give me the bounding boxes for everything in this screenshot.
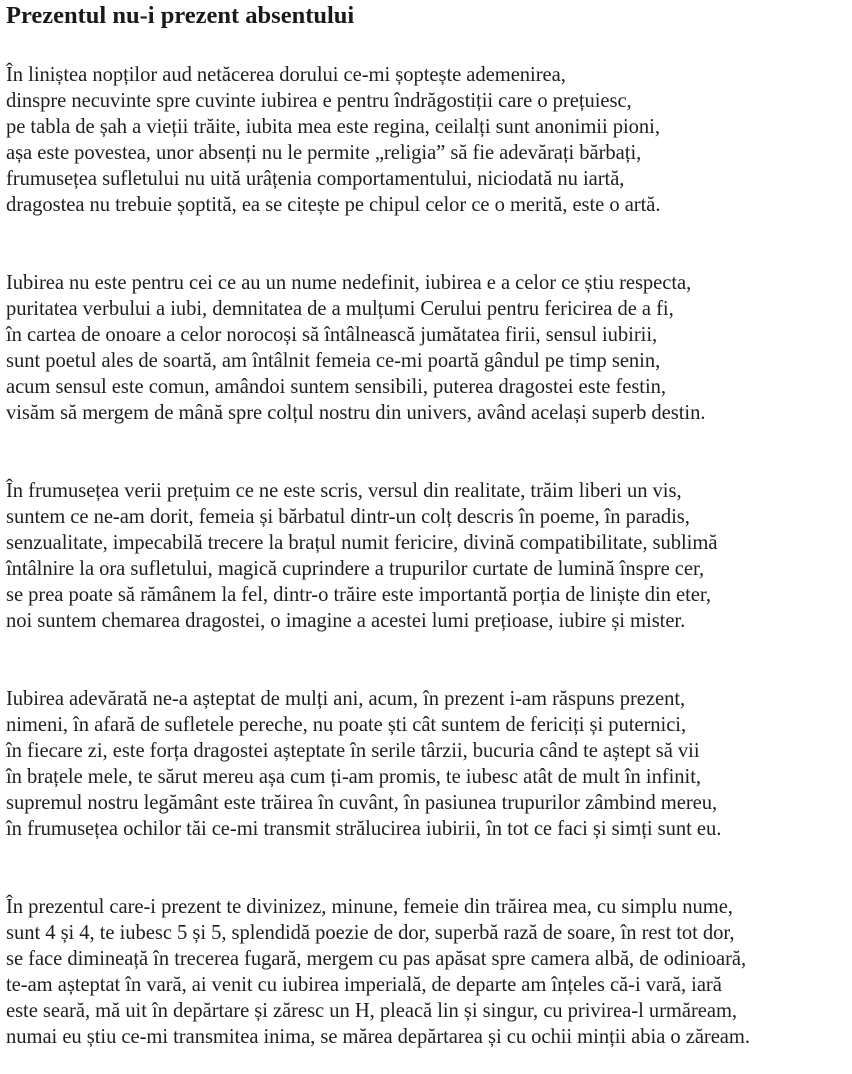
poem-line: este seară, mă uit în depărtare și zăresc un H, pleacă lin și singur, cu privirea-l urmăream, (6, 1000, 738, 1022)
poem-line: pe tabla de șah a vieții trăite, iubita mea este regina, ceilalți sunt anonimii pioni, (6, 116, 660, 138)
poem-line: În frumusețea verii prețuim ce ne este scris, versul din realitate, trăim liberi un vis, (6, 480, 682, 502)
poem-line: Iubirea nu este pentru cei ce au un nume nedefinit, iubirea e a celor ce știu respecta, (6, 272, 692, 294)
poem-line: te-am așteptat în vară, ai venit cu iubirea imperială, de departe am înțeles că-i vară, iară (6, 974, 722, 996)
poem-line: senzualitate, impecabilă trecere la brațul numit fericire, divină compatibilitate, sublimă (6, 532, 718, 554)
poem-line: în cartea de onoare a celor norocoși să întâlnească jumătatea firii, sensul iubirii, (6, 324, 658, 346)
poem-line: suntem ce ne-am dorit, femeia și bărbatul dintr-un colț descris în poeme, în paradis, (6, 506, 690, 528)
poem-line: numai eu știu ce-mi transmitea inima, se mărea depărtarea și cu ochii minții abia o zăream. (6, 1026, 750, 1048)
poem-line: întâlnire la ora sufletului, magică cuprindere a trupurilor curtate de lumină înspre cer, (6, 558, 705, 580)
poem-line: frumusețea sufletului nu uită urâțenia comportamentului, niciodată nu iartă, (6, 168, 625, 190)
poem-line: dragostea nu trebuie șoptită, ea se citește pe chipul celor ce o merită, este o artă. (6, 194, 661, 216)
stanza-5 (6, 894, 750, 1050)
poem-line: În liniștea nopților aud netăcerea dorului ce-mi șoptește ademenirea, (6, 64, 566, 86)
poem-line: acum sensul este comun, amândoi suntem sensibili, puterea dragostei este festin, (6, 376, 666, 398)
poem-line: sunt poetul ales de soartă, am întâlnit femeia ce-mi poartă gândul pe timp senin, (6, 350, 661, 372)
stanza-4 (6, 686, 721, 842)
poem-line: așa este povestea, unor absenți nu le permite „religia” să fie adevărați bărbați, (6, 142, 642, 164)
stanza-3 (6, 478, 717, 634)
poem-line: Iubirea adevărată ne-a așteptat de mulți ani, acum, în prezent i-am răspuns prezent, (6, 688, 686, 710)
stanza-2 (6, 270, 705, 426)
poem-line: dinspre necuvinte spre cuvinte iubirea e pentru îndrăgostiții care o prețuiesc, (6, 90, 632, 112)
poem-line: puritatea verbului a iubi, demnitatea de a mulțumi Cerului pentru fericirea de a fi, (6, 298, 674, 320)
poem-line: în frumusețea ochilor tăi ce-mi transmit strălucirea iubirii, în tot ce faci și simți sunt eu. (6, 818, 722, 840)
poem-line: supremul nostru legământ este trăirea în cuvânt, în pasiunea trupurilor zâmbind mereu, (6, 792, 718, 814)
poem-title: Prezentul nu-i prezent absentului (6, 2, 355, 29)
poem-line: în fiecare zi, este forța dragostei așteptate în serile târzii, bucuria când te aștept să vii (6, 740, 700, 762)
stanza-1 (6, 62, 660, 218)
poem-line: nimeni, în afară de sufletele pereche, nu poate ști cât suntem de fericiți și puternici, (6, 714, 687, 736)
poem-line: se face dimineață în trecerea fugară, mergem cu pas apăsat spre camera albă, de odinioară, (6, 948, 747, 970)
poem-line: În prezentul care-i prezent te divinizez, minune, femeie din trăirea mea, cu simplu nume, (6, 896, 733, 918)
poem-line: noi suntem chemarea dragostei, o imagine a acestei lumi prețioase, iubire și mister. (6, 610, 686, 632)
poem-line: în brațele mele, te sărut mereu așa cum ți-am promis, te iubesc atât de mult în infinit, (6, 766, 701, 788)
poem-line: sunt 4 și 4, te iubesc 5 și 5, splendidă poezie de dor, superbă rază de soare, în rest tot dor, (6, 922, 735, 944)
poem-line: visăm să mergem de mână spre colțul nostru din univers, având același superb destin. (6, 402, 706, 424)
poem-line: se prea poate să rămânem la fel, dintr-o trăire este importantă porția de liniște din eter, (6, 584, 711, 606)
